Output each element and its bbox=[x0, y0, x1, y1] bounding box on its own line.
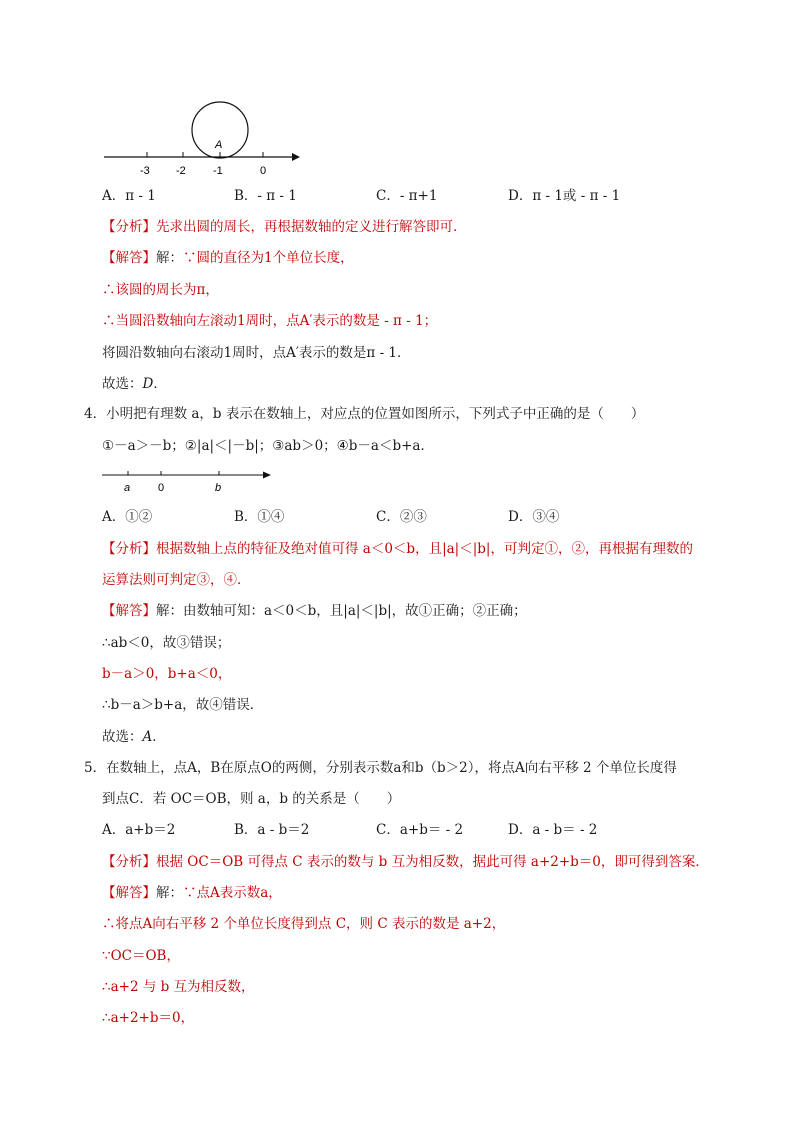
q4-statements: ①－a＞－b；②|a|＜|－b|；③ab＞0；④b－a＜b+a． bbox=[102, 438, 434, 454]
analysis-text: 根据 OC＝OB 可得点 C 表示的数与 b 互为相反数，据此可得 a+2+b＝0，即可得到答案． bbox=[156, 854, 709, 870]
choice-letter: A bbox=[142, 729, 153, 745]
answer-step: b－a＞0，b+a＜0， bbox=[102, 666, 232, 682]
origin-label: 0 bbox=[158, 482, 165, 494]
q4-option-a: A．①② bbox=[102, 509, 153, 525]
q5-option-d: D．a - b＝ - 2 bbox=[508, 822, 598, 838]
analysis-tag: 【分析】 bbox=[102, 854, 156, 870]
q3-option-a: A．π - 1 bbox=[102, 188, 156, 204]
answer-tag: 【解答】 bbox=[102, 603, 156, 619]
q3-answer-header bbox=[102, 248, 354, 268]
tick-label: 0 bbox=[260, 165, 267, 177]
q5-option-a: A．a+b＝2 bbox=[102, 822, 176, 838]
q5-analysis bbox=[102, 852, 709, 872]
analysis-tag: 【分析】 bbox=[102, 541, 156, 557]
point-a-label: a bbox=[124, 482, 131, 494]
analysis-tag: 【分析】 bbox=[102, 219, 156, 235]
answer-step: 将圆沿数轴向右滚动1周时，点A′表示的数是π - 1． bbox=[102, 345, 411, 361]
answer-step: ∴ab＜0，故③错误； bbox=[102, 635, 231, 651]
tick-label: -3 bbox=[140, 165, 150, 177]
answer-tag: 【解答】 bbox=[102, 885, 156, 901]
answer-step: ∴当圆沿数轴向左滚动1周时，点A′表示的数是 - π - 1； bbox=[102, 313, 438, 329]
q4-choice: 故选：A． bbox=[102, 729, 166, 745]
q5-stem-line-2: 到点C．若 OC＝OB，则 a，b 的关系是（ ） bbox=[102, 791, 401, 807]
q4-answer-header bbox=[102, 601, 527, 621]
q5-stem-line-1: 5．在数轴上，点A，B在原点O的两侧，分别表示数a和b（b＞2），将点A向右平移 2 个单位长度得 bbox=[84, 760, 677, 776]
q4-option-b: B．①④ bbox=[234, 509, 285, 525]
point-a-label: A bbox=[215, 139, 223, 151]
answer-lead: 解： bbox=[156, 250, 183, 266]
tick-label: -1 bbox=[213, 165, 223, 177]
answer-lead: 解： bbox=[156, 885, 183, 901]
analysis-text: 运算法则可判定③，④． bbox=[102, 572, 251, 588]
analysis-text: 先求出圆的周长，再根据数轴的定义进行解答即可． bbox=[156, 219, 467, 235]
answer-step: ∵点A表示数a， bbox=[183, 885, 282, 901]
number-line-ab-figure bbox=[98, 466, 278, 498]
q3-option-b: B．- π - 1 bbox=[234, 188, 297, 204]
answer-step: ∴将点A向右平移 2 个单位长度得到点 C，则 C 表示的数是 a+2， bbox=[102, 916, 506, 932]
q5-option-c: C．a+b＝ - 2 bbox=[376, 822, 464, 838]
axis-arrow bbox=[263, 472, 271, 479]
answer-step: ∴b－a＞b+a，故④错误． bbox=[102, 697, 264, 713]
answer-tag: 【解答】 bbox=[102, 250, 156, 266]
q4-analysis bbox=[102, 539, 693, 559]
q3-choice: 故选：D． bbox=[102, 376, 167, 392]
q3-option-c: C．- π+1 bbox=[376, 188, 438, 204]
axis-arrow bbox=[292, 153, 300, 161]
answer-text: 解：由数轴可知：a＜0＜b，且|a|＜|b|，故①正确；②正确； bbox=[156, 603, 527, 619]
q3-option-d: D．π - 1或 - π - 1 bbox=[508, 188, 621, 204]
analysis-text: 根据数轴上点的特征及绝对值可得 a＜0＜b，且|a|＜|b|，可判定①，②，再根据有理数的 bbox=[156, 541, 693, 557]
answer-step: ∴a+2 与 b 互为相反数， bbox=[102, 979, 255, 995]
number-line-circle-figure bbox=[96, 96, 306, 180]
q3-analysis bbox=[102, 217, 467, 237]
answer-step: ∵OC＝OB， bbox=[102, 948, 180, 964]
tick-label: -2 bbox=[176, 165, 186, 177]
q4-option-d: D．③④ bbox=[508, 509, 560, 525]
answer-step: ∵圆的直径为1个单位长度， bbox=[183, 250, 354, 266]
answer-step: ∴a+2+b＝0， bbox=[102, 1010, 195, 1026]
answer-step: ∴该圆的周长为π， bbox=[102, 282, 219, 298]
q5-option-b: B．a - b＝2 bbox=[234, 822, 310, 838]
q4-option-c: C．②③ bbox=[376, 509, 427, 525]
choice-letter: D bbox=[142, 376, 154, 392]
q4-stem: 4．小明把有理数 a，b 表示在数轴上，对应点的位置如图所示，下列式子中正确的是（ ） bbox=[84, 406, 645, 422]
q5-answer-header bbox=[102, 883, 282, 903]
point-b-label: b bbox=[215, 482, 222, 494]
